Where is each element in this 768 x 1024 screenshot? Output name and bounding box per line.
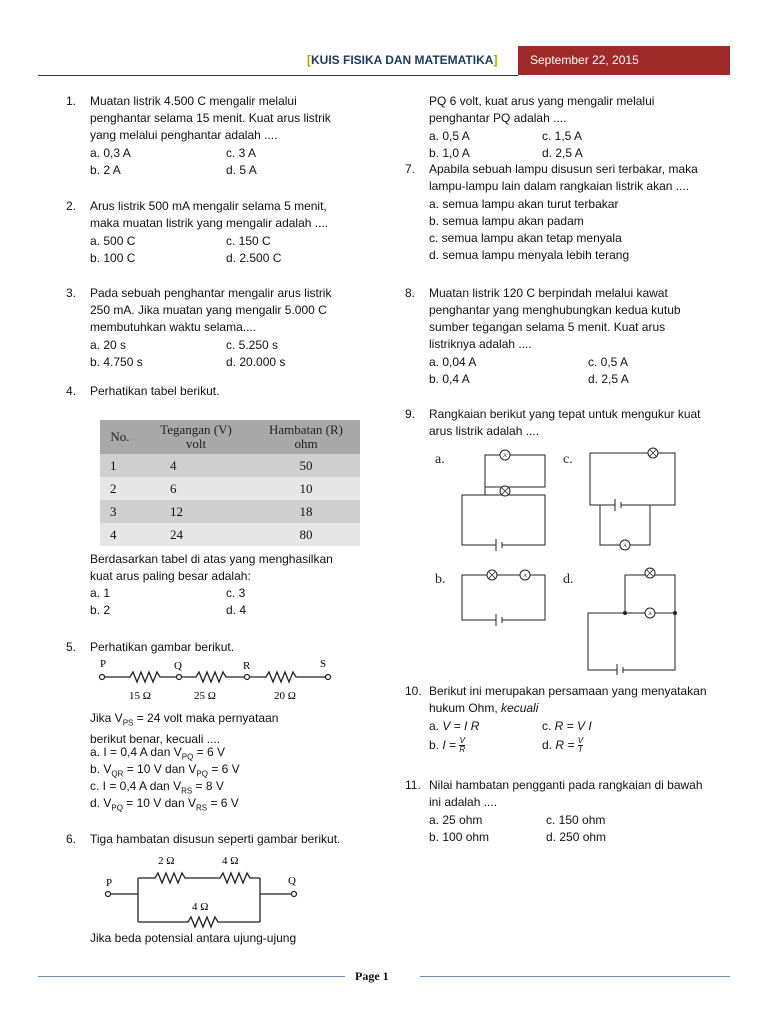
- subscript: PQ: [181, 752, 194, 762]
- option-d[interactable]: d. 2.500 C: [226, 251, 282, 265]
- text-line: penghantar selama 15 menit. Kuat arus listrik: [90, 111, 331, 125]
- numerator: V: [459, 736, 465, 746]
- fraction: [578, 737, 583, 754]
- text-line: lampu-lampu lain dalam rangkaian listrik akan ....: [429, 179, 690, 193]
- option-text: = 10 V dan V: [122, 796, 196, 810]
- question-2: [66, 198, 366, 268]
- option-a[interactable]: a. 1: [90, 586, 111, 600]
- question-number: 9.: [405, 407, 416, 421]
- option-text: c.: [542, 719, 555, 733]
- question-number: 6.: [66, 832, 77, 846]
- cell-no: 1: [100, 454, 140, 477]
- text-part: Jika V: [90, 711, 123, 725]
- ammeter-letter: A: [523, 574, 527, 579]
- question-1: [66, 93, 366, 183]
- text-line: Rangkaian berikut yang tepat untuk mengukur kuat: [429, 407, 701, 421]
- option-a[interactable]: a. 0,04 A: [429, 355, 477, 369]
- cell-no: 4: [100, 523, 140, 546]
- option-a[interactable]: a. 0,3 A: [90, 146, 131, 160]
- circuit-label-d: d.: [563, 572, 574, 587]
- question-3: [66, 285, 366, 375]
- label-r: R: [243, 660, 251, 672]
- question-number: 10.: [405, 684, 422, 698]
- option-d[interactable]: [90, 795, 239, 816]
- cell-resistance: 10: [252, 477, 360, 500]
- header-rule: [38, 75, 518, 76]
- question-5-options: [90, 710, 380, 815]
- option-text: = 8 V: [192, 779, 224, 793]
- text-line: Muatan listrik 120 C berpindah melalui kawat: [429, 286, 668, 300]
- question-4-followup: [90, 551, 370, 621]
- label-q: Q: [288, 875, 296, 887]
- cell-voltage: 12: [140, 500, 252, 523]
- text-line: sumber tegangan selama 5 menit. Kuat arus: [429, 320, 666, 334]
- option-text: = 10 V dan V: [123, 762, 197, 776]
- option-c[interactable]: c. semua lampu akan tetap menyala: [429, 231, 622, 245]
- option-d[interactable]: d. 2,5 A: [542, 146, 583, 160]
- quiz-title: [307, 53, 497, 67]
- cell-resistance: 80: [252, 523, 360, 546]
- bracket-close: ]: [493, 53, 498, 67]
- option-c[interactable]: c. 3: [226, 586, 246, 600]
- option-a[interactable]: a. semua lampu akan turut terbakar: [429, 197, 619, 211]
- subscript: RS: [181, 786, 193, 796]
- resistor-label-1: 2 Ω: [158, 855, 175, 867]
- option-b[interactable]: b. 1,0 A: [429, 146, 470, 160]
- text-line: Nilai hambatan pengganti pada rangkaian di bawah: [429, 778, 703, 792]
- denominator: R: [459, 745, 466, 755]
- equation: I =: [442, 738, 460, 752]
- option-d[interactable]: d. 250 ohm: [546, 830, 607, 844]
- text-line: membutuhkan waktu selama....: [90, 320, 257, 334]
- equation: R = V I: [554, 719, 592, 733]
- option-d[interactable]: d. 20.000 s: [226, 355, 286, 369]
- option-a[interactable]: a. 20 s: [90, 338, 127, 352]
- footer-rule-left: [38, 976, 345, 977]
- subscript: QR: [111, 769, 124, 779]
- ammeter-letter: A: [503, 454, 507, 459]
- text-part: = 24 volt maka pernyataan: [133, 711, 279, 725]
- subscript: PQ: [196, 769, 208, 779]
- text-line: penghantar yang menghubungkan kedua kutub: [429, 303, 681, 317]
- question-text: Perhatikan gambar berikut.: [90, 640, 235, 654]
- table-row: [100, 523, 360, 546]
- header-voltage-unit: volt: [185, 436, 207, 451]
- text-line: Apabila sebuah lampu disusun seri terbakar, maka: [429, 162, 698, 176]
- option-d[interactable]: d. 4: [226, 603, 247, 617]
- quiz-title-text: KUIS FISIKA DAN MATEMATIKA: [311, 53, 494, 67]
- option-text: a. I = 0,4 A dan V: [90, 745, 182, 759]
- question-7: [405, 161, 735, 271]
- text-line: 250 mA. Jika muatan yang mengalir 5.000 C: [90, 303, 327, 317]
- option-text: c. I = 0,4 A dan V: [90, 779, 182, 793]
- equation: R =: [555, 738, 578, 752]
- text-line: maka muatan listrik yang mengalir adalah ....: [90, 216, 329, 230]
- option-c[interactable]: c. 0,5 A: [588, 355, 629, 369]
- table-row: [100, 477, 360, 500]
- cell-voltage: 4: [140, 454, 252, 477]
- question-text: [90, 285, 331, 336]
- ammeter-letter: A: [623, 544, 627, 549]
- question-text: Tiga hambatan disusun seperti gambar berikut.: [90, 832, 341, 846]
- option-text: a.: [429, 719, 443, 733]
- battery-gap: [496, 617, 502, 623]
- resistor-label-1: 15 Ω: [129, 690, 151, 702]
- question-4: [66, 383, 366, 403]
- parallel-resistor-figure: [100, 850, 310, 930]
- option-a[interactable]: a. 25 ohm: [429, 813, 483, 827]
- question-number: 8.: [405, 286, 416, 300]
- terminal-q: [292, 892, 297, 897]
- question-number: 3.: [66, 286, 77, 300]
- cell-voltage: 6: [140, 477, 252, 500]
- question-text: [429, 161, 698, 195]
- text-line: Arus listrik 500 mA mengalir selama 5 menit,: [90, 199, 327, 213]
- terminal-s: [326, 675, 331, 680]
- text-line: PQ 6 volt, kuat arus yang mengalir melalui: [429, 94, 655, 108]
- footer-rule-right: [420, 976, 730, 977]
- option-text: b.: [429, 738, 443, 752]
- option-text: = 6 V: [207, 762, 240, 776]
- text-line: [90, 710, 380, 731]
- option-b[interactable]: b. 2 A: [90, 163, 121, 177]
- option-b[interactable]: [429, 737, 465, 754]
- circuit-options-figure: [430, 445, 700, 675]
- subscript: RS: [195, 803, 208, 813]
- question-text: [90, 198, 328, 232]
- question-text: [429, 285, 681, 353]
- equation: V = I R: [442, 719, 480, 733]
- battery-gap: [615, 502, 621, 508]
- circuit-label-b: b.: [435, 572, 446, 587]
- question-6-text-end: Jika beda potensial antara ujung-ujung: [90, 931, 297, 945]
- cell-no: 3: [100, 500, 140, 523]
- header-voltage-title: Tegangan (V): [160, 422, 232, 437]
- numerator: V: [577, 736, 584, 746]
- option-c[interactable]: c. 150 C: [226, 234, 271, 248]
- battery-gap: [496, 542, 502, 548]
- text-italic: kecuali: [501, 701, 539, 715]
- text-line: listriknya adalah ....: [429, 337, 532, 351]
- text-line: [429, 700, 707, 717]
- option-b[interactable]: b. 100 ohm: [429, 830, 490, 844]
- page-number: Page 1: [355, 969, 389, 983]
- option-a[interactable]: [429, 718, 479, 735]
- question-text: Perhatikan tabel berikut.: [90, 384, 220, 398]
- series-resistor-figure: [94, 655, 344, 705]
- terminal-r: [245, 675, 250, 680]
- question-number: 5.: [66, 640, 77, 654]
- option-c[interactable]: [542, 718, 592, 735]
- option-text: d.: [542, 738, 556, 752]
- option-b[interactable]: b. 0,4 A: [429, 372, 470, 386]
- text-line: Berikut ini merupakan persamaan yang menyatakan: [429, 684, 707, 698]
- subscript: PQ: [111, 803, 123, 813]
- cell-resistance: 50: [252, 454, 360, 477]
- question-6-continued: [429, 93, 729, 163]
- option-text: = 6 V: [193, 745, 225, 759]
- label-p: P: [106, 877, 113, 889]
- denominator: I: [579, 745, 582, 755]
- question-text: [429, 683, 707, 717]
- text-line: Berdasarkan tabel di atas yang menghasilkan: [90, 552, 333, 566]
- text-line: penghantar PQ adalah ....: [429, 111, 567, 125]
- option-c[interactable]: c. 3 A: [226, 146, 257, 160]
- question-11: [405, 777, 735, 847]
- option-text: b. V: [90, 762, 112, 776]
- cell-no: 2: [100, 477, 140, 500]
- voltage-resistance-table: [100, 420, 360, 546]
- label-p: P: [100, 658, 107, 670]
- question-number: 11.: [405, 778, 421, 792]
- resistor-label-3: 4 Ω: [192, 901, 209, 913]
- cell-voltage: 24: [140, 523, 252, 546]
- text-line: kuat arus paling besar adalah:: [90, 569, 251, 583]
- question-text: [90, 93, 331, 144]
- battery-gap: [617, 667, 623, 673]
- question-6: [66, 831, 386, 851]
- option-a[interactable]: a. 0,5 A: [429, 129, 470, 143]
- option-a[interactable]: a. 500 C: [90, 234, 136, 248]
- junction-dot: [673, 611, 677, 615]
- terminal-q: [177, 675, 182, 680]
- table-row: [100, 500, 360, 523]
- option-b[interactable]: b. 2: [90, 603, 111, 617]
- resistor-label-2: 25 Ω: [194, 690, 216, 702]
- question-8: [405, 285, 735, 395]
- circuit-label-a: a.: [435, 452, 445, 467]
- label-s: S: [320, 658, 327, 670]
- text-line: berikut benar, kecuali ....: [90, 732, 221, 747]
- resistor-label-3: 20 Ω: [274, 690, 296, 702]
- text-part: hukum Ohm,: [429, 701, 502, 715]
- question-text: [429, 406, 701, 440]
- question-number: 1.: [66, 94, 77, 108]
- question-text: [429, 777, 703, 811]
- option-text: = 6 V: [207, 796, 239, 810]
- terminal-p: [106, 892, 111, 897]
- question-10: [405, 683, 735, 763]
- option-d[interactable]: d. semua lampu menyala lebih terang: [429, 248, 630, 262]
- option-c[interactable]: c. 150 ohm: [546, 813, 606, 827]
- ammeter-letter: A: [648, 612, 652, 617]
- text-line: Muatan listrik 4.500 C mengalir melalui: [90, 94, 297, 108]
- text-line: Pada sebuah penghantar mengalir arus listrik: [90, 286, 332, 300]
- option-b[interactable]: b. semua lampu akan padam: [429, 214, 584, 228]
- option-c[interactable]: c. 1,5 A: [542, 129, 583, 143]
- option-text: d. V: [90, 796, 112, 810]
- cell-resistance: 18: [252, 500, 360, 523]
- table-row: [100, 454, 360, 477]
- question-number: 7.: [405, 162, 416, 176]
- header-no: No.: [100, 420, 140, 454]
- text-line: yang melalui penghantar adalah ....: [90, 128, 278, 142]
- option-d[interactable]: d. 5 A: [226, 163, 257, 177]
- question-number: 2.: [66, 199, 77, 213]
- header-resistance-title: Hambatan (R): [268, 422, 343, 437]
- circuit-label-c: c.: [563, 452, 573, 467]
- junction-dot: [623, 611, 627, 615]
- bracket-open: [: [307, 53, 311, 67]
- text-line: ini adalah ....: [429, 795, 498, 809]
- quiz-date: September 22, 2015: [518, 46, 730, 75]
- terminal-p: [100, 675, 105, 680]
- question-9: [405, 406, 735, 446]
- header-voltage: [140, 420, 252, 454]
- question-number: 4.: [66, 384, 77, 398]
- option-b[interactable]: b. 100 C: [90, 251, 136, 265]
- option-d[interactable]: d. 2,5 A: [588, 372, 629, 386]
- header-resistance: [252, 420, 360, 454]
- table-header-row: [100, 420, 360, 454]
- text-line: arus listrik adalah ....: [429, 424, 540, 438]
- option-c[interactable]: c. 5.250 s: [226, 338, 279, 352]
- option-d[interactable]: [542, 737, 583, 754]
- option-b[interactable]: b. 4.750 s: [90, 355, 143, 369]
- subscript: PS: [122, 718, 134, 728]
- resistor-label-2: 4 Ω: [222, 855, 239, 867]
- label-q: Q: [174, 660, 182, 672]
- fraction: [459, 737, 465, 754]
- header-resistance-unit: ohm: [294, 436, 318, 451]
